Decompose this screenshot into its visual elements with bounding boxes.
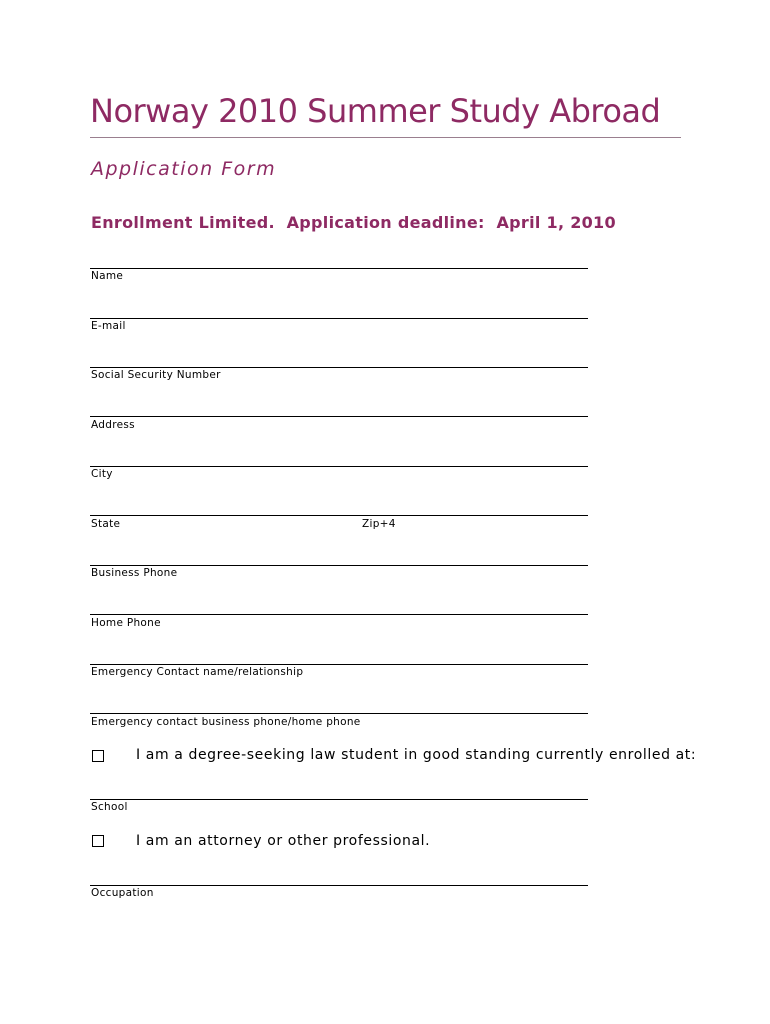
email-label: E-mail [91,320,126,332]
state-zip-field-line[interactable] [90,515,588,516]
business-phone-field-line[interactable] [90,565,588,566]
school-label: School [91,801,128,813]
state-label: State [91,518,121,530]
deadline-notice: Enrollment Limited. Application deadline: April 1, 2010 [91,213,616,232]
home-phone-label: Home Phone [91,617,161,629]
address-label: Address [91,419,135,431]
occupation-field-line[interactable] [90,885,588,886]
attorney-checkbox-label: I am an attorney or other professional. [136,833,431,849]
ssn-label: Social Security Number [91,369,221,381]
form-subtitle: Application Form [91,158,277,180]
title-divider [90,137,681,138]
emergency-phone-field-line[interactable] [90,713,588,714]
page-title: Norway 2010 Summer Study Abroad [90,92,661,130]
name-label: Name [91,270,124,282]
city-field-line[interactable] [90,466,588,467]
emergency-phone-label: Emergency contact business phone/home phone [91,716,361,728]
law-student-checkbox[interactable] [92,750,104,762]
school-field-line[interactable] [90,799,588,800]
name-field-line[interactable] [90,268,588,269]
law-student-checkbox-label: I am a degree-seeking law student in good standing currently enrolled at: [136,747,697,763]
email-field-line[interactable] [90,318,588,319]
address-field-line[interactable] [90,416,588,417]
occupation-label: Occupation [91,887,154,899]
zip-label: Zip+4 [362,518,396,530]
business-phone-label: Business Phone [91,567,178,579]
home-phone-field-line[interactable] [90,614,588,615]
emergency-contact-field-line[interactable] [90,664,588,665]
city-label: City [91,468,113,480]
ssn-field-line[interactable] [90,367,588,368]
emergency-contact-label: Emergency Contact name/relationship [91,666,304,678]
attorney-checkbox[interactable] [92,835,104,847]
